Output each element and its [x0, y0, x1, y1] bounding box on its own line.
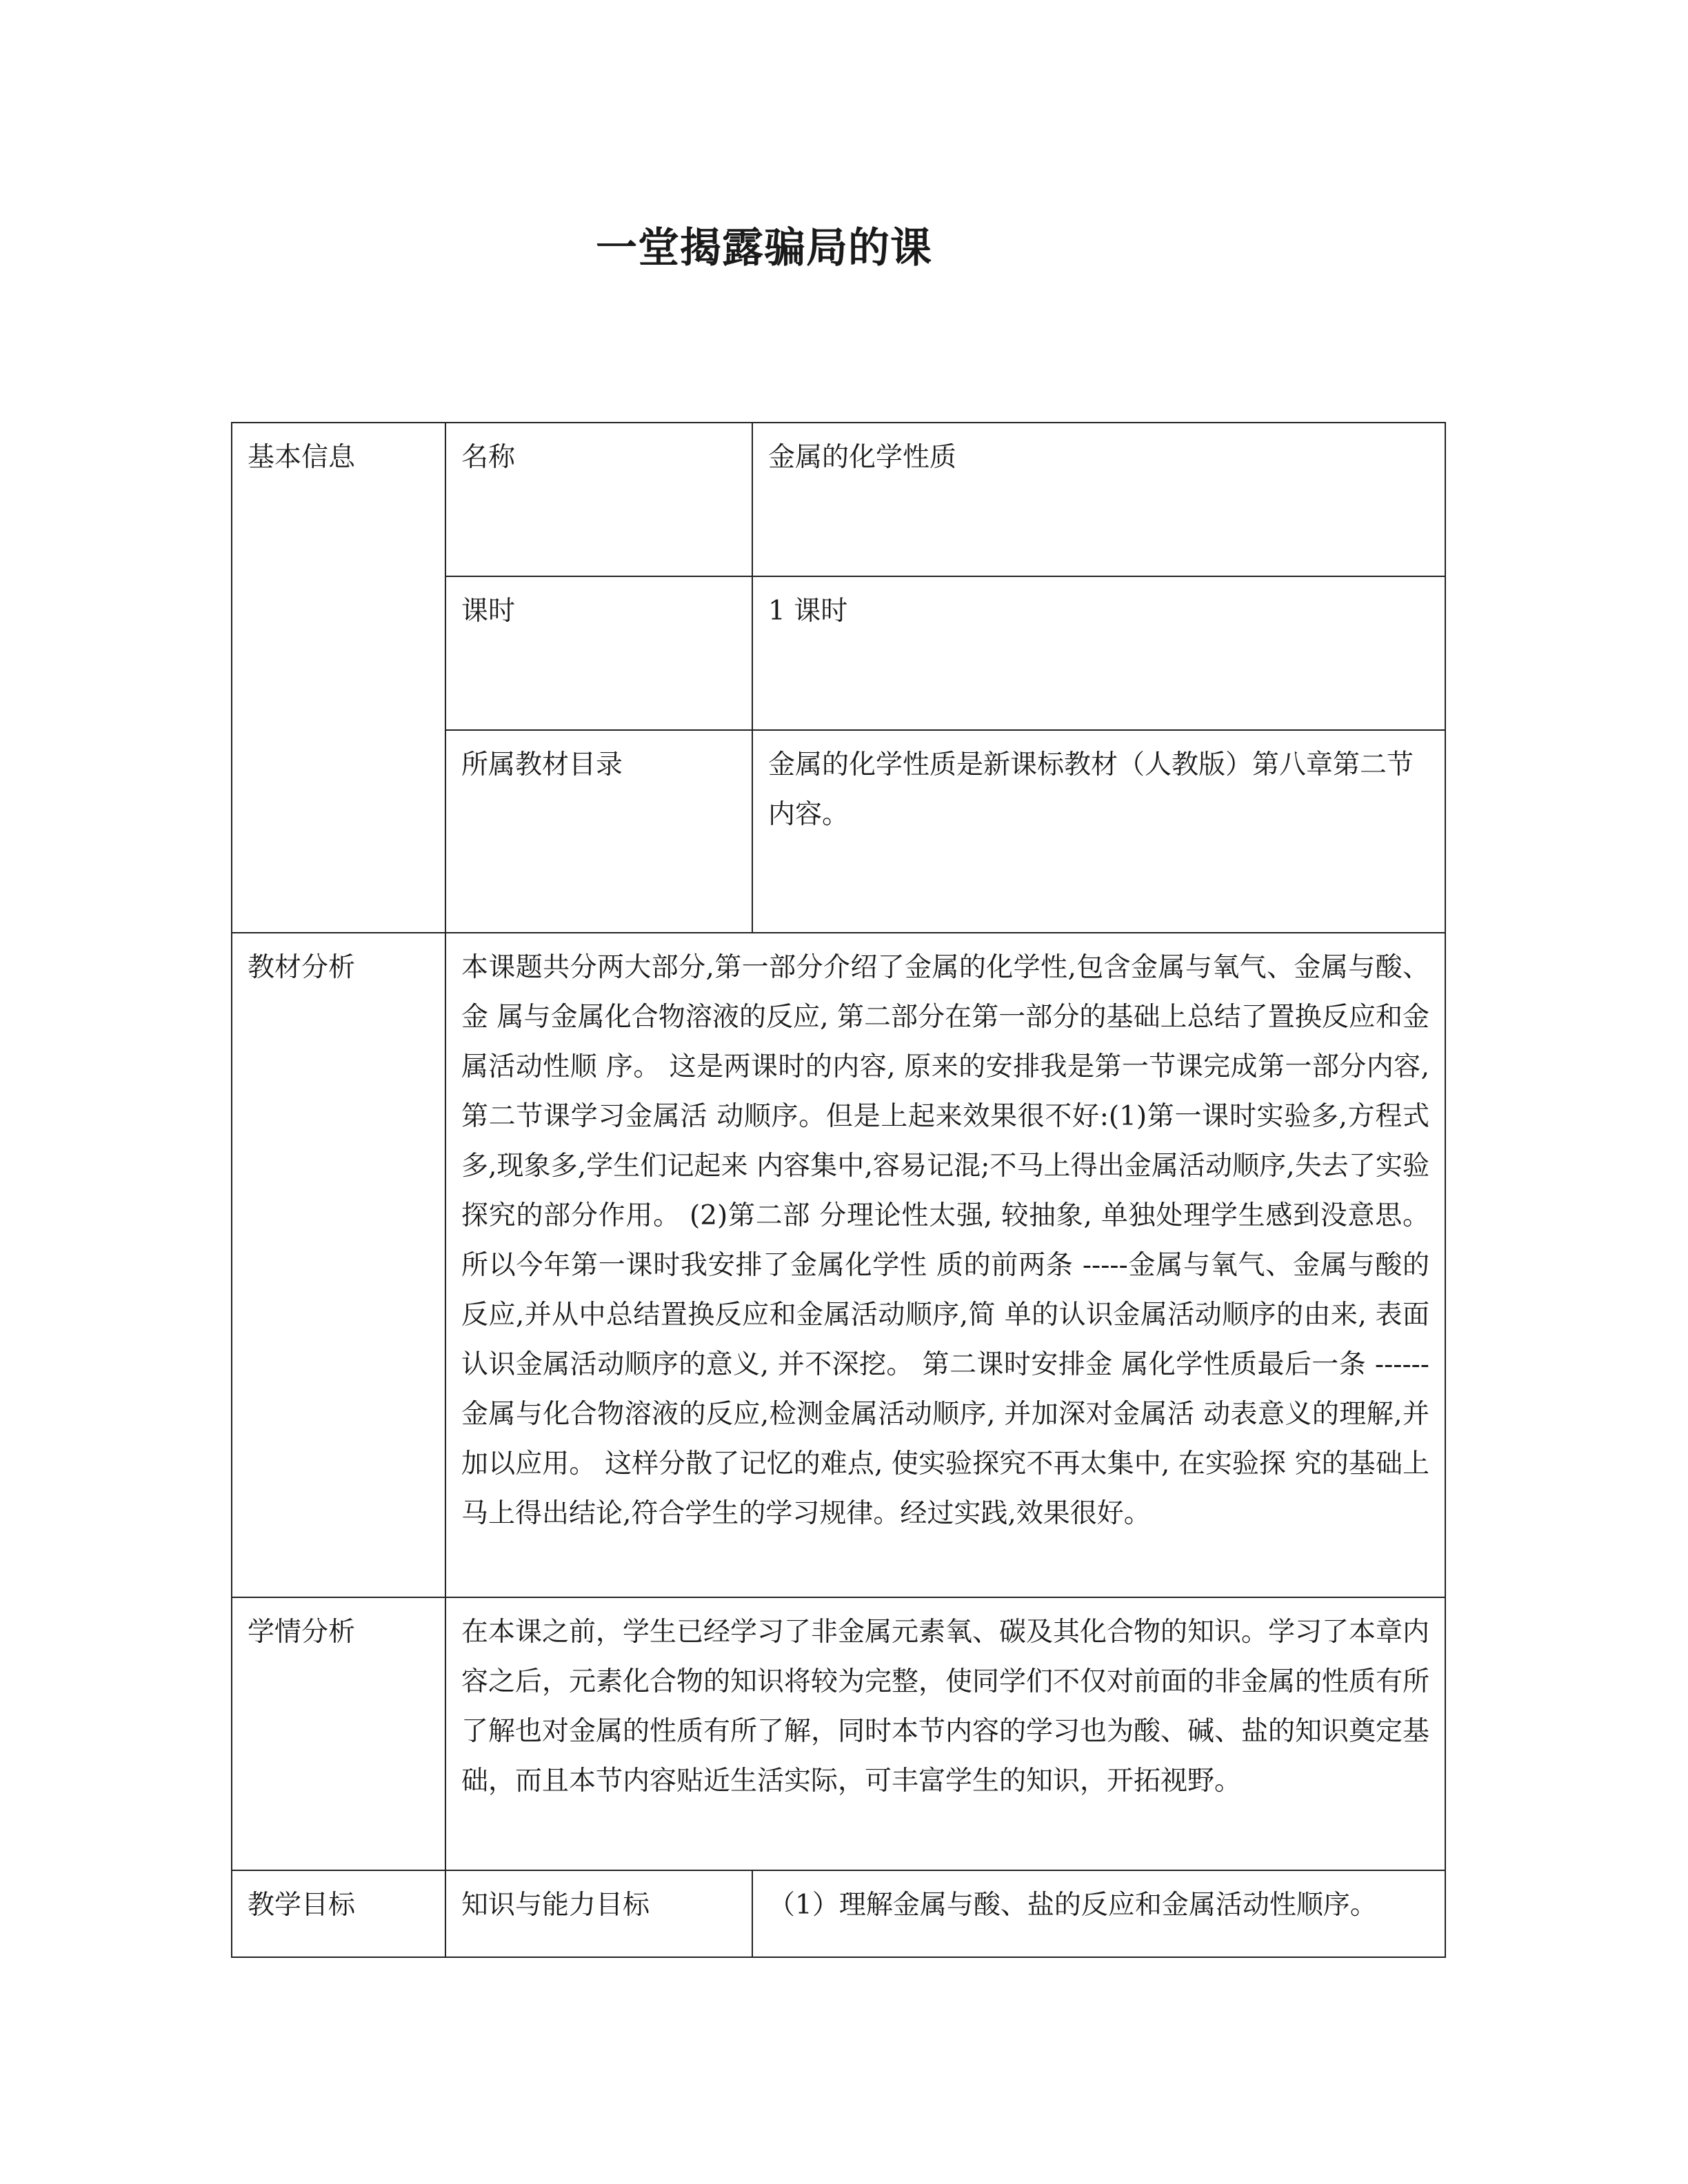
row-value-catalog: 金属的化学性质是新课标教材（人教版）第八章第二节内容。 — [752, 730, 1445, 933]
section-label-teaching-goals: 教学目标 — [232, 1870, 445, 1957]
page-title: 一堂揭露骗局的课 — [596, 224, 932, 272]
table-row — [232, 1597, 1445, 1870]
row-key-name: 名称 — [445, 423, 752, 576]
student-analysis-text: 在本课之前，学生已经学习了非金属元素氧、碳及其化合物的知识。学习了本章内容之后，元素化合物的知识将较为完整，使同学们不仅对前面的非金属的性质有所了解也对金属的性质有所了解，同时本节内容的学习也为酸、碱、盐的知识奠定基础，而且本节内容贴近生活实际，可丰富学生的知识，开拓视野。 — [445, 1597, 1445, 1870]
section-label-material-analysis: 教材分析 — [232, 933, 445, 1597]
table-row — [232, 933, 1445, 1597]
row-value-knowledge-goal: （1）理解金属与酸、盐的反应和金属活动性顺序。 — [752, 1870, 1445, 1957]
section-label-basic-info: 基本信息 — [232, 423, 445, 933]
lesson-plan-table — [231, 422, 1446, 1958]
row-key-catalog: 所属教材目录 — [445, 730, 752, 933]
material-analysis-text: 本课题共分两大部分,第一部分介绍了金属的化学性,包含金属与氧气、金属与酸、金 属与金属化合物溶液的反应, 第二部分在第一部分的基础上总结了置换反应和金属活动性顺 序。 这是两课时的内容, 原来的安排我是第一节课完成第一部分内容, 第二节课学习金属活 动顺序。但是上起来效果很不好:(1)第一课时实验多,方程式多,现象多,学生们记起来 内容集中,容易记混;不马上得出金属活动顺序,失去了实验探究的部分作用。 (2)第二部 分理论性太强, 较抽象, 单独处理学生感到没意思。 所以今年第一课时我安排了金属化学性 质的前两条 -----金属与氧气、金属与酸的反应,并从中总结置换反应和金属活动顺序,简 单的认识金属活动顺序的由来, 表面认识金属活动顺序的意义, 并不深挖。 第二课时安排金 属化学性质最后一条 ------金属与化合物溶液的反应,检测金属活动顺序, 并加深对金属活 动表意义的理解,并加以应用。 这样分散了记忆的难点, 使实验探究不再太集中, 在实验探 究的基础上马上得出结论,符合学生的学习规律。经过实践,效果很好。 — [445, 933, 1445, 1597]
row-key-periods: 课时 — [445, 576, 752, 730]
row-key-knowledge-goal: 知识与能力目标 — [445, 1870, 752, 1957]
table-row — [232, 423, 1445, 576]
row-value-periods: 1 课时 — [752, 576, 1445, 730]
section-label-student-analysis: 学情分析 — [232, 1597, 445, 1870]
table-row — [232, 1870, 1445, 1957]
row-value-name: 金属的化学性质 — [752, 423, 1445, 576]
